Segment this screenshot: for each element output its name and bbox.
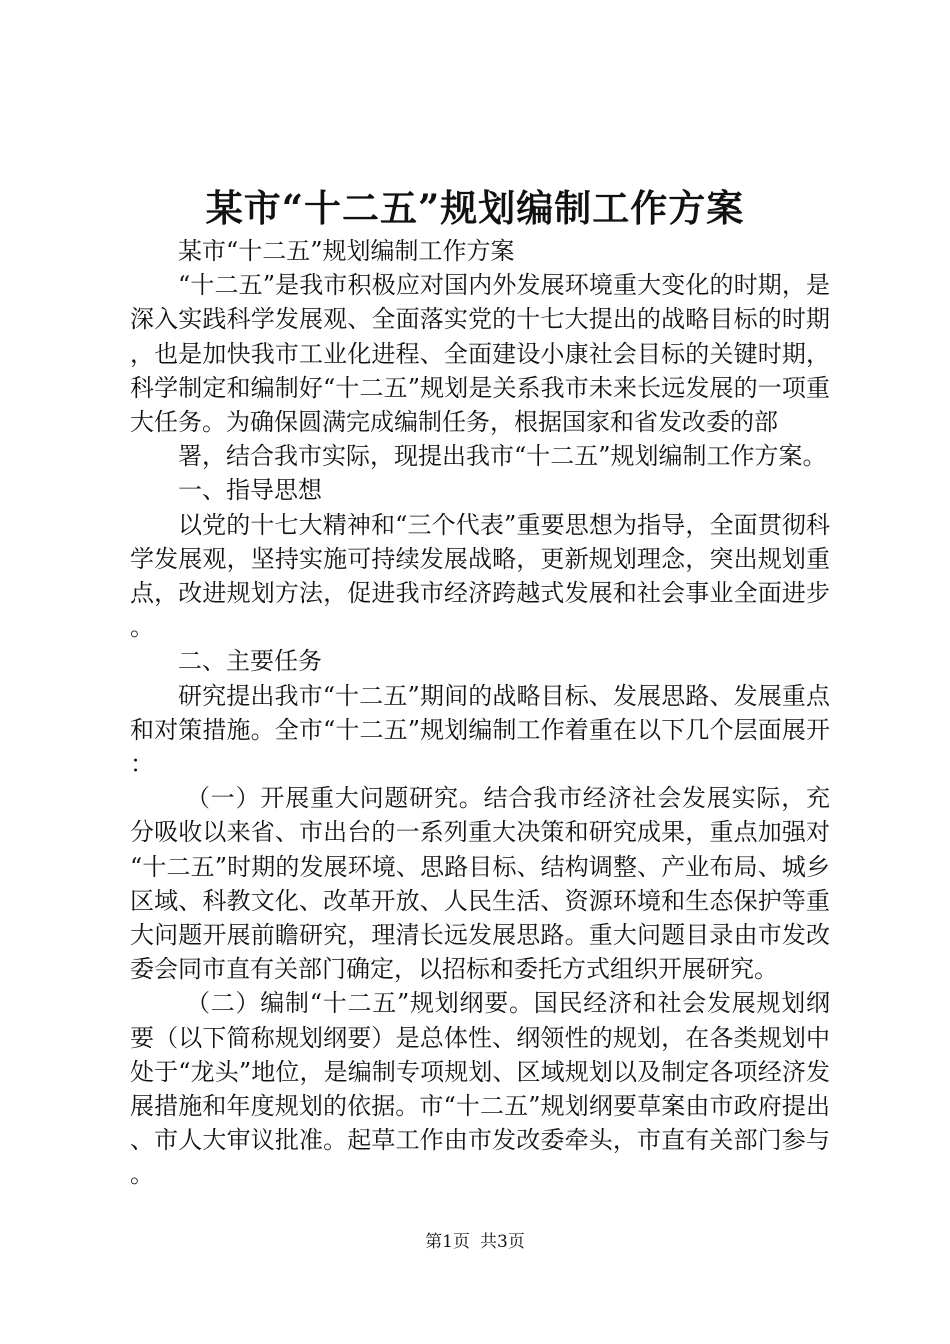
section-heading-guiding-ideology: 一、指导思想 [178,476,322,505]
document-body [130,234,830,1192]
section-heading-main-tasks: 二、主要任务 [178,647,322,676]
paragraph-intro: “十二五”是我市积极应对国内外发展环境重大变化的时期，是深入实践科学发展观、全面落实党的十七大提出的战略目标的时期，也是加快我市工业化进程、全面建设小康社会目标的关键时期，科学制定和编制好“十二五”规划是关系我市未来长远发展的一项重大任务。为确保圆满完成编制任务，根据国家和省发改委的部 [130,271,830,437]
paragraph-intro-continued: 署，结合我市实际，现提出我市“十二五”规划编制工作方案。 [178,442,827,471]
document-title: 某市“十二五”规划编制工作方案 [205,186,745,230]
paragraph-subtitle: 某市“十二五”规划编制工作方案 [178,237,515,265]
paragraph-main-tasks: 研究提出我市“十二五”期间的战略目标、发展思路、发展重点和对策措施。全市“十二五”规划编制工作着重在以下几个层面展开： [130,681,830,779]
page-footer [0,1230,950,1254]
paragraph-task-2: （二）编制“十二五”规划纲要。国民经济和社会发展规划纲要（以下简称规划纲要）是总体性、纲领性的规划，在各类规划中处于“龙头”地位，是编制专项规划、区域规划以及制定各项经济发展措施和年度规划的依据。市“十二五”规划纲要草案由市政府提出、市人大审议批准。起草工作由市发改委牵头，市直有关部门参与。 [130,989,830,1189]
page-number-current: 第1页 [425,1232,470,1252]
paragraph-guiding-ideology: 以党的十七大精神和“三个代表”重要思想为指导，全面贯彻科学发展观，坚持实施可持续发展战略，更新规划理念，突出规划重点，改进规划方法，促进我市经济跨越式发展和社会事业全面进步。 [130,510,830,642]
page-number-total: 共3页 [480,1232,525,1252]
paragraph-task-1: （一）开展重大问题研究。结合我市经济社会发展实际，充分吸收以来省、市出台的一系列重大决策和研究成果，重点加强对“十二五”时期的发展环境、思路目标、结构调整、产业布局、城乡区域、科教文化、改革开放、人民生活、资源环境和生态保护等重大问题开展前瞻研究，理清长远发展思路。重大问题目录由市发改委会同市直有关部门确定，以招标和委托方式组织开展研究。 [130,784,830,984]
